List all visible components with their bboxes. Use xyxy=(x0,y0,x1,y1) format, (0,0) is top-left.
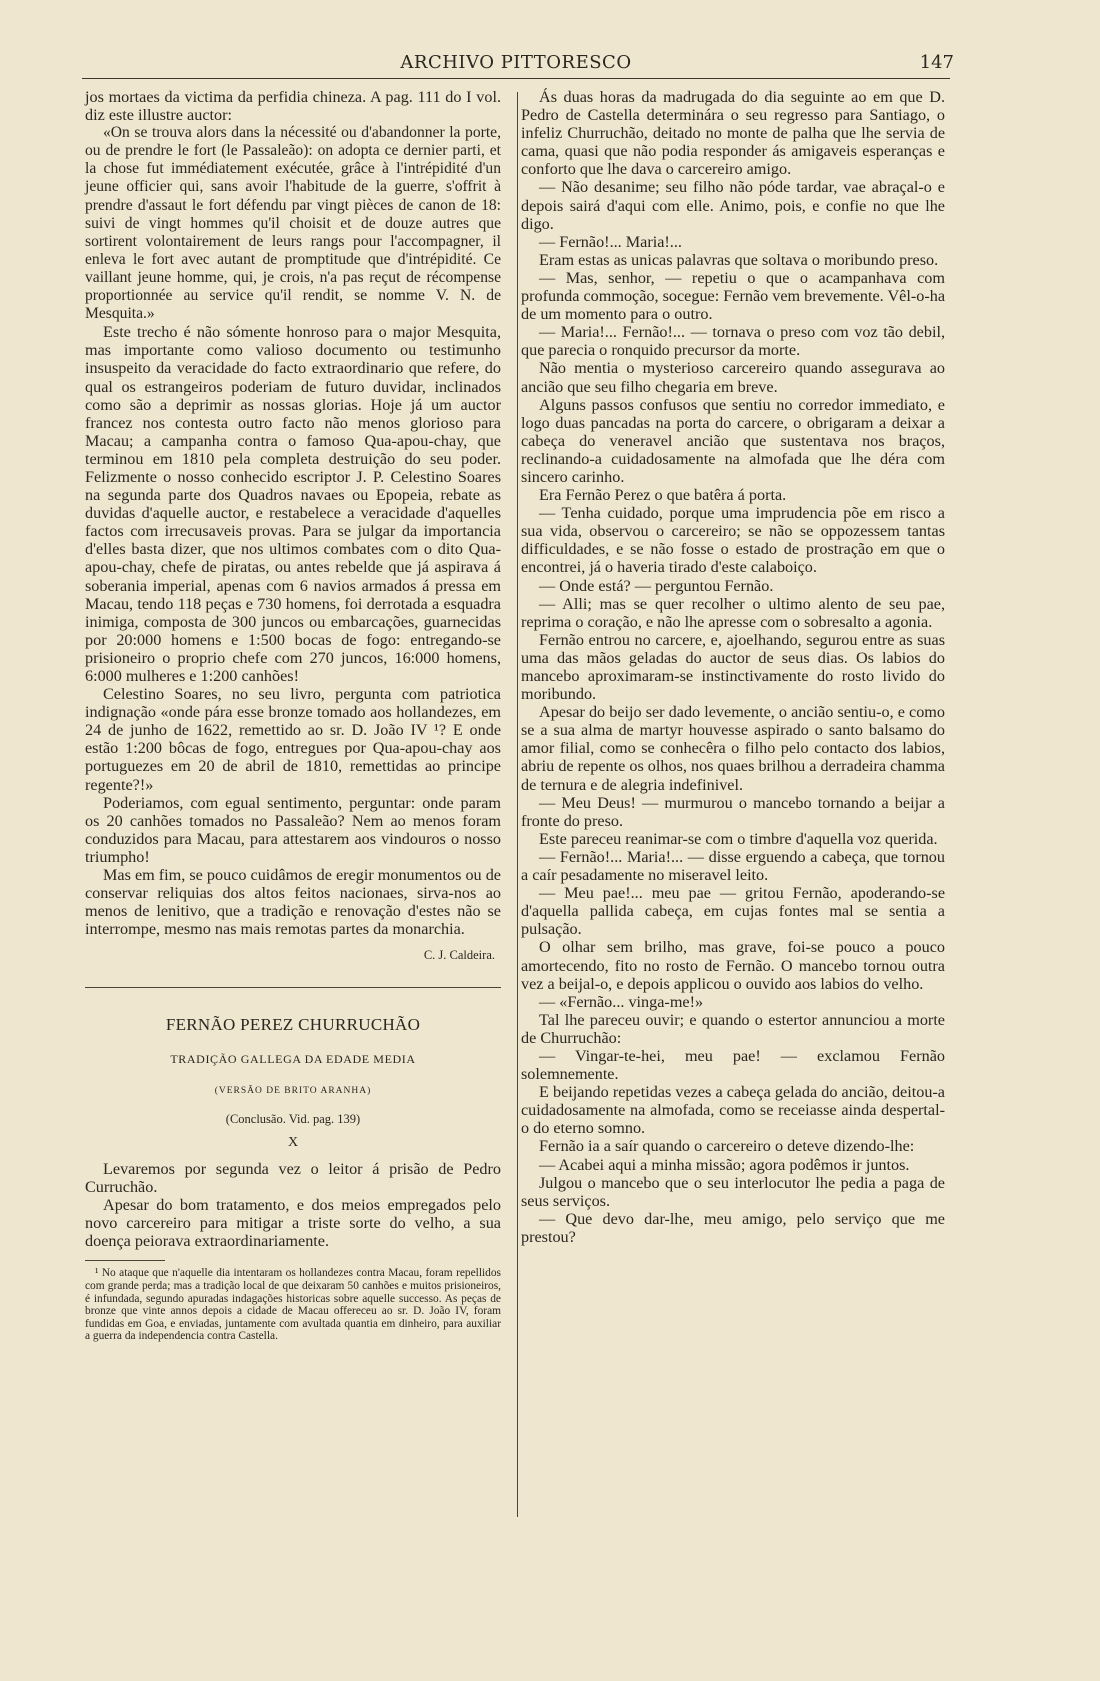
story-paragraph: Eram estas as unicas palavras que soltava o moribundo preso. xyxy=(539,250,939,269)
footnote-separator xyxy=(85,1260,165,1261)
story-paragraph: Este pareceu reanimar-se com o timbre d'aquella voz querida. xyxy=(539,829,938,848)
article-paragraph: jos mortaes da victima da perfidia chineza. A pag. 111 do I vol. diz este illustre auctor: xyxy=(85,88,501,125)
footnote: ¹ No ataque que n'aquelle dia intentaram os hollandezes contra Macau, foram repellidos com grande perda; mas a tradição local de que deixaram 50 canhões e muitos prisioneiros, é infundada, segundo apuradas indagações historicas sobre aquelle successo. As peças de bronze que vinte annos depois a cidade de Macau offereceu ao sr. D. João IV, foram fundidas em Goa, e enviadas, juntamente com avultada quantia em dinheiro, para auxiliar a guerra da independencia contra Castella. xyxy=(85,1267,501,1343)
story-paragraph: Apesar do bom tratamento, e dos meios empregados pelo novo carcereiro para mitigar a triste sorte do velho, a sua doença peiorava extraordinariamente. xyxy=(85,1196,501,1251)
story-paragraph: Tal lhe pareceu ouvir; e quando o estertor annunciou a morte de Churruchão: xyxy=(521,1010,945,1047)
right-column xyxy=(521,88,945,1246)
story-paragraph: — Tenha cuidado, porque uma imprudencia põe em risco a sua vida, observou o carcereiro; se não se oppozessem tantas difficuldades, e se não fosse o estado de prostração em que o encontrei, já o haveria tirado d'este calaboiço. xyxy=(521,504,945,577)
story-paragraph: — Acabei aqui a minha missão; agora podêmos ir juntos. xyxy=(539,1155,910,1174)
story-paragraph: Levaremos por segunda vez o leitor á prisão de Pedro Curruchão. xyxy=(85,1159,501,1197)
story-paragraph: Era Fernão Perez o que batêra á porta. xyxy=(539,486,787,505)
story-conclusion-note: (Conclusão. Vid. pag. 139) xyxy=(225,1111,361,1126)
story-paragraph: O olhar sem brilho, mas grave, foi-se pouco a pouco amortecendo, fito no rosto de Fernão. O mancebo tornou outra vez a beijal-o, e depois applicou o ouvido aos labios do velho. xyxy=(521,938,945,993)
chapter-number: X xyxy=(287,1134,299,1150)
story-paragraph: — Meu Deus! — murmurou o mancebo tornando a beijar a fronte do preso. xyxy=(521,793,945,830)
article-paragraph: Este trecho é não sómente honroso para o major Mesquita, mas importante como valioso documento ou testimunho insuspeito da veracidade do facto extraordinario que refere, do qual os estrangeiros poderiam de futuro duvidar, inclinados como são a deprimir as nossas glorias. Hoje já um auctor francez nos contesta outro facto não menos glorioso para Macau; a campanha contra o famoso Qua-apou-chay, que terminou em 1810 pela completa destruição do seu poder. Felizmente o nosso conhecido escriptor J. P. Celestino Soares na segunda parte dos Quadros navaes ou Epopeia, rebate as duvidas d'aquelle auctor, e restabelece a veracidade d'aquelles factos com irrecusaveis provas. Para se julgar da importancia d'elles basta dizer, que nos ultimos combates com o dito Qua-apou-chay, chefe de piratas, ou antes rebelde que já aspirava á soberania imperial, apenas com 6 navios armados á pressa em Macau, tendo 118 peças e 730 homens, foi derrotada a esquadra inimiga, composta de 300 juncos ou embarcações, guarnecidas por 20:000 homens e 1:500 bocas de fogo: entregando-se prisioneiro o proprio chefe com 270 juncos, 16:000 homens, 6:000 mulheres e 1:200 canhões! xyxy=(85,323,501,685)
section-separator xyxy=(85,987,501,988)
story-paragraph: Alguns passos confusos que sentiu no corredor immediato, e logo duas pancadas na porta do carcere, o obrigaram a deixar a cabeça do veneravel ancião que sustentava nos braços, reclinando-a cuidadosamente na almofada que lhe déra com sincero carinho. xyxy=(521,395,945,486)
story-paragraph: — Que devo dar-lhe, meu amigo, pelo serviço que me prestou? xyxy=(521,1209,945,1246)
header-rule xyxy=(82,78,950,79)
article-paragraph: Celestino Soares, no seu livro, pergunta com patriotica indignação «onde pára esse bronze tomado aos hollandezes, em 24 de junho de 1622, remettido ao sr. D. João IV ¹? E onde estão 1:200 bôcas de fogo, entregues por Qua-apou-chay aos portuguezes em 20 de abril de 1810, remettidas ao principe regente?!» xyxy=(85,685,501,794)
column-divider xyxy=(517,92,518,1517)
story-paragraph: E beijando repetidas vezes a cabeça gelada do ancião, deitou-a cuidadosamente na almofada, como se receiasse ainda despertal-o do eterno somno. xyxy=(521,1083,945,1138)
story-paragraph: — Mas, senhor, — repetiu o que o acampanhava com profunda commoção, socegue: Fernão vem brevemente. Vêl-o-ha de um momento para o outro. xyxy=(521,268,946,324)
left-column xyxy=(85,88,501,1343)
author-signature: C. J. Caldeira. xyxy=(423,948,495,963)
article-paragraph: Mas em fim, se pouco cuidâmos de eregir monumentos ou de conservar reliquias dos altos feitos nacionaes, sirva-nos ao menos de lenitivo, que a tradição e renovação d'estes não se interrompe, mesmo nas mais remotas partes da monarchia. xyxy=(85,866,501,939)
story-paragraph: Apesar do beijo ser dado levemente, o ancião sentiu-o, e como se a sua alma de martyr houvesse aspirado o santo balsamo do amor filial, como se conhecêra o filho pelo contacto dos labios, abriu de repente os olhos, nos quaes brilhou a derradeira chamma de ternura e de alegria indefinivel. xyxy=(521,703,945,794)
story-title: FERNÃO PEREZ CHURRUCHÃO xyxy=(165,1014,421,1034)
publication-title: ARCHIVO PITTORESCO xyxy=(400,52,632,73)
story-paragraph: — Vingar-te-hei, meu pae! — exclamou Fernão solemnemente. xyxy=(521,1046,945,1084)
story-paragraph: — Maria!... Fernão!... — tornava o preso com voz tão debil, que parecia o ronquido precursor da morte. xyxy=(521,323,945,360)
french-quotation: «On se trouva alors dans la nécessité ou d'abandonner la porte, ou de prendre le fort (le Passaleão): on adopta ce dernier parti, et la chose fut immédiatement exécutée, grâce à l'intrépidité d'un jeune officier qui, sans avoir l'habitude de la guerre, s'offrit à prendre d'assaut le fort défendu par vingt pièces de canon de 18: suivi de vingt hommes qu'il choisit et de douze autres que sortirent volontairement de leurs rangs pour l'accompagner, il enleva le fort avec autant de promptitude que d'intrépidité. Ce vaillant jeune homme, qui, je crois, n'a pas reçut de récompense proportionnée au service qu'il rendit, se nomme V. N. de Mesquita.» xyxy=(85,124,501,323)
story-paragraph: — «Fernão... vinga-me!» xyxy=(539,992,704,1011)
story-paragraph: Fernão entrou no carcere, e, ajoelhando, segurou entre as suas uma das mãos geladas do auctor de seus dias. Os labios do mancebo aproximaram-se instinctivamente do rosto livido do moribundo. xyxy=(521,630,945,704)
story-paragraph: — Onde está? — perguntou Fernão. xyxy=(539,576,774,595)
story-subtitle: TRADIÇÃO GALLEGA DA EDADE MEDIA xyxy=(170,1051,416,1066)
story-paragraph: — Meu pae!... meu pae — gritou Fernão, apoderando-se d'aquella pallida cabeça, em cujas fontes mal se sentia a pulsação. xyxy=(521,884,945,939)
article-paragraph: Poderiamos, com egual sentimento, perguntar: onde param os 20 canhões tomados no Passaleão? Nem ao menos foram conduzidos para Macau, para attestarem aos vindouros o nosso triumpho! xyxy=(85,793,501,866)
story-paragraph: Ás duas horas da madrugada do dia seguinte ao em que D. Pedro de Castella determinára o seu regresso para Santiago, o infeliz Churruchão, deitado no monte de palha que lhe servia de cama, quasi que não podia responder ás amigaveis esperanças e conforto que lhe dava o carcereiro amigo. xyxy=(521,88,945,179)
story-version: (VERSÃO DE BRITO ARANHA) xyxy=(214,1085,372,1096)
page-number: 147 xyxy=(919,52,954,73)
story-paragraph: Não mentia o mysterioso carcereiro quando assegurava ao ancião que seu filho chegaria em breve. xyxy=(521,359,945,396)
story-paragraph: Fernão ia a saír quando o carcereiro o deteve dizendo-lhe: xyxy=(539,1137,915,1156)
story-paragraph: — Fernão!... Maria!... — disse erguendo a cabeça, que tornou a caír pesadamente no miseravel leito. xyxy=(521,847,945,885)
story-paragraph: — Fernão!... Maria!... xyxy=(539,232,682,251)
story-paragraph: Julgou o mancebo que o seu interlocutor lhe pedia a paga de seus serviços. xyxy=(521,1173,945,1210)
story-paragraph: — Alli; mas se quer recolher o ultimo alento de seu pae, reprima o coração, e não lhe apresse com o sobresalto a agonia. xyxy=(521,594,945,631)
story-paragraph: — Não desanime; seu filho não póde tardar, vae abraçal-o e depois sairá d'aqui com elle. Animo, pois, e confie no que lhe digo. xyxy=(521,178,945,233)
